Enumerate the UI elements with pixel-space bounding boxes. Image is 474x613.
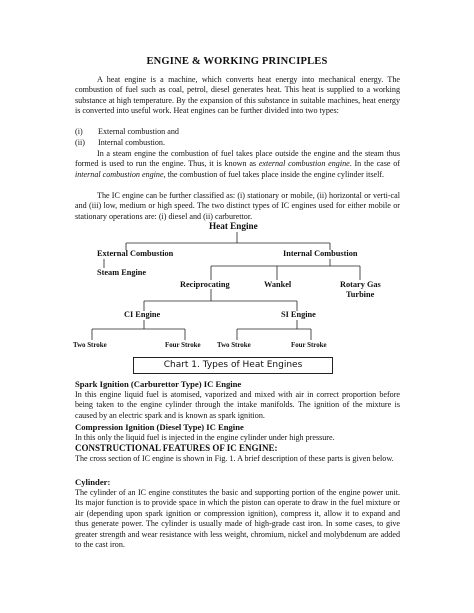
section-heading-constructional-features: CONSTRUCTIONAL FEATURES OF IC ENGINE: [75,443,278,453]
chart-node-rotary-gas-turbine [340,280,381,300]
chart-node-ci-engine: CI Engine [124,310,161,319]
text-run: . In the case of [349,159,401,169]
list-item-text: External combustion and [98,127,179,136]
text-run: the combustion of fuel takes place inside the engine cylinder itself. [165,169,385,179]
rotary-line-1: Rotary Gas [340,280,381,289]
page-title: ENGINE & WORKING PRINCIPLES [146,56,328,67]
text-run: In a steam engine the combustion of fuel takes place outside the engine and the steam thus formed is used to run the engine. Thus, it is known as [75,149,400,169]
section-heading-cylinder: Cylinder: [75,477,111,487]
compression-ignition-paragraph: In this only the liquid fuel is injected in the engine cylinder under high pressure. [75,433,335,442]
section-heading-compression-ignition: Compression Ignition (Diesel Type) IC Engine [75,422,244,432]
chart-node-ci-two-stroke: Two Stroke [73,342,107,349]
chart-node-internal-combustion: Internal Combustion [283,249,358,258]
chart-node-external-combustion: External Combustion [97,249,174,258]
list-item-text: Internal combustion. [98,138,165,147]
chart-node-ci-four-stroke: Four Stroke [165,342,201,349]
rotary-line-2: Turbine [346,290,375,299]
chart-node-si-four-stroke: Four Stroke [291,342,327,349]
list-item-number: (ii) [75,138,85,147]
chart-caption: Chart 1. Types of Heat Engines [133,357,333,374]
section-heading-spark-ignition: Spark Ignition (Carburettor Type) IC Engine [75,379,242,389]
chart-node-steam-engine: Steam Engine [97,268,147,277]
chart-node-reciprocating: Reciprocating [180,280,230,289]
chart-node-heat-engine: Heat Engine [209,221,258,231]
list-item-number: (i) [75,127,83,136]
classification-paragraph: The IC engine can be further classified as: (i) stationary or mobile, (ii) horizontal or verti-cal and (iii) low, medium or high speed. The two distinct types of IC engines used for either mobile or stationary operations are: (i) diesel and (ii) carburettor. [75,191,400,221]
chart-node-si-two-stroke: Two Stroke [217,342,251,349]
spark-ignition-paragraph: In this engine liquid fuel is atomised, vaporized and mixed with air in correct proportion before being taken to the engine cylinder through the intake manifolds. The ignition of the mixture is caused by an electric spark and is known as spark ignition. [75,390,400,420]
emphasis-text: internal combustion engine, [75,169,166,179]
constructional-paragraph: The cross section of IC engine is shown in Fig. 1. A brief description of these parts is given below. [75,454,394,463]
intro-paragraph: A heat engine is a machine, which converts heat energy into mechanical energy. The combustion of fuel such as coal, petrol, diesel generates heat. This heat is supplied to a working substance at high temperature. By the expansion of this substance in suitable machines, heat energy is converted into useful work. Heat engines can be further divided into two types: [75,75,400,116]
chart-node-wankel: Wankel [264,280,292,289]
emphasis-text: external combustion engine [258,159,350,169]
chart-node-si-engine: SI Engine [281,310,316,319]
cylinder-paragraph: The cylinder of an IC engine constitutes the basic and supporting portion of the engine power unit. Its major function is to provide space in which the piston can operate to draw in the fuel mixture or air (depending upon spark ignition or compression ignition), compress it, allow it to expand and thus generate power. The cylinder is usually made of high-grade cast iron. In some cases, to give greater strength and wear resistance with less weight, chromium, nickel and molybdenum are added to the cast iron. [75,488,400,550]
